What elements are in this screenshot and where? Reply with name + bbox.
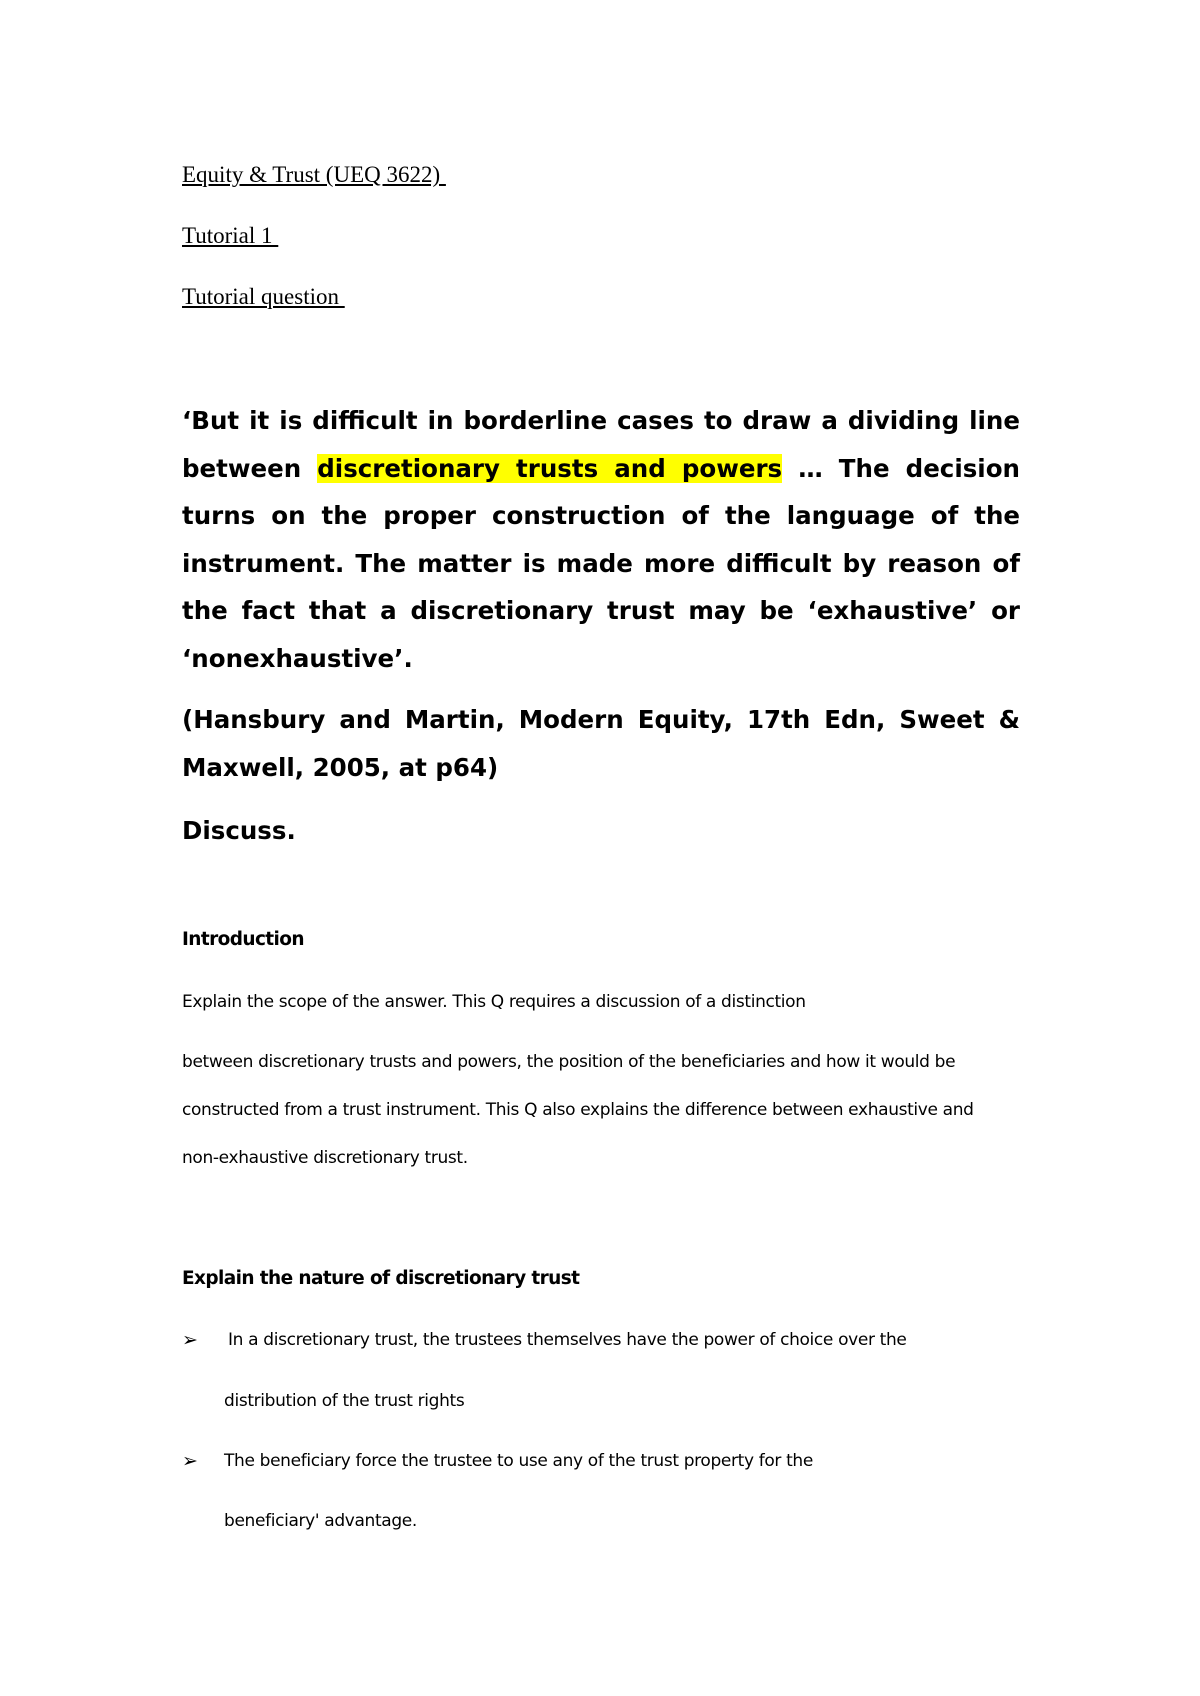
question-quote: [182, 397, 1020, 682]
arrow-bullet-icon: ➢: [182, 1329, 198, 1351]
nature-heading: Explain the nature of discretionary trust: [182, 1268, 580, 1289]
intro-line-1: Explain the scope of the answer. This Q requires a discussion of a distinction: [182, 992, 806, 1012]
quote-text-end: … The decision turns on the proper construction of the language of the instrument. The matter is made more difficult by reason of the fact that a discretionary trust may be ‘exhaustive’ or ‘nonexhaustive’.: [182, 453, 1020, 673]
discuss-instruction: Discuss.: [182, 816, 296, 845]
tutorial-number: Tutorial 1: [182, 223, 279, 248]
bullet-1-line-2: distribution of the trust rights: [224, 1391, 465, 1411]
quote-paragraph: [182, 397, 1020, 682]
introduction-heading: Introduction: [182, 929, 304, 950]
tutorial-question-label: Tutorial question: [182, 284, 345, 309]
bullet-2-line-2: beneficiary' advantage.: [224, 1511, 417, 1531]
bullet-1-line-1: In a discretionary trust, the trustees themselves have the power of choice over the: [228, 1330, 907, 1350]
bullet-2-line-1: The beneficiary force the trustee to use any of the trust property for the: [224, 1451, 813, 1471]
intro-line-2: between discretionary trusts and powers, the position of the beneficiaries and how it would be: [182, 1052, 956, 1072]
highlighted-phrase: discretionary trusts and powers: [317, 453, 783, 483]
intro-line-4: non-exhaustive discretionary trust.: [182, 1148, 468, 1168]
quote-citation: (Hansbury and Martin, Modern Equity, 17th Edn, Sweet & Maxwell, 2005, at p64): [182, 705, 1020, 782]
course-title: Equity & Trust (UEQ 3622): [182, 162, 446, 187]
quote-text-start: ‘But it is difficult in borderline cases to draw a dividing line between: [182, 406, 1020, 483]
intro-line-3: constructed from a trust instrument. This Q also explains the difference between exhaustive and: [182, 1100, 974, 1120]
arrow-bullet-icon: ➢: [182, 1450, 198, 1472]
